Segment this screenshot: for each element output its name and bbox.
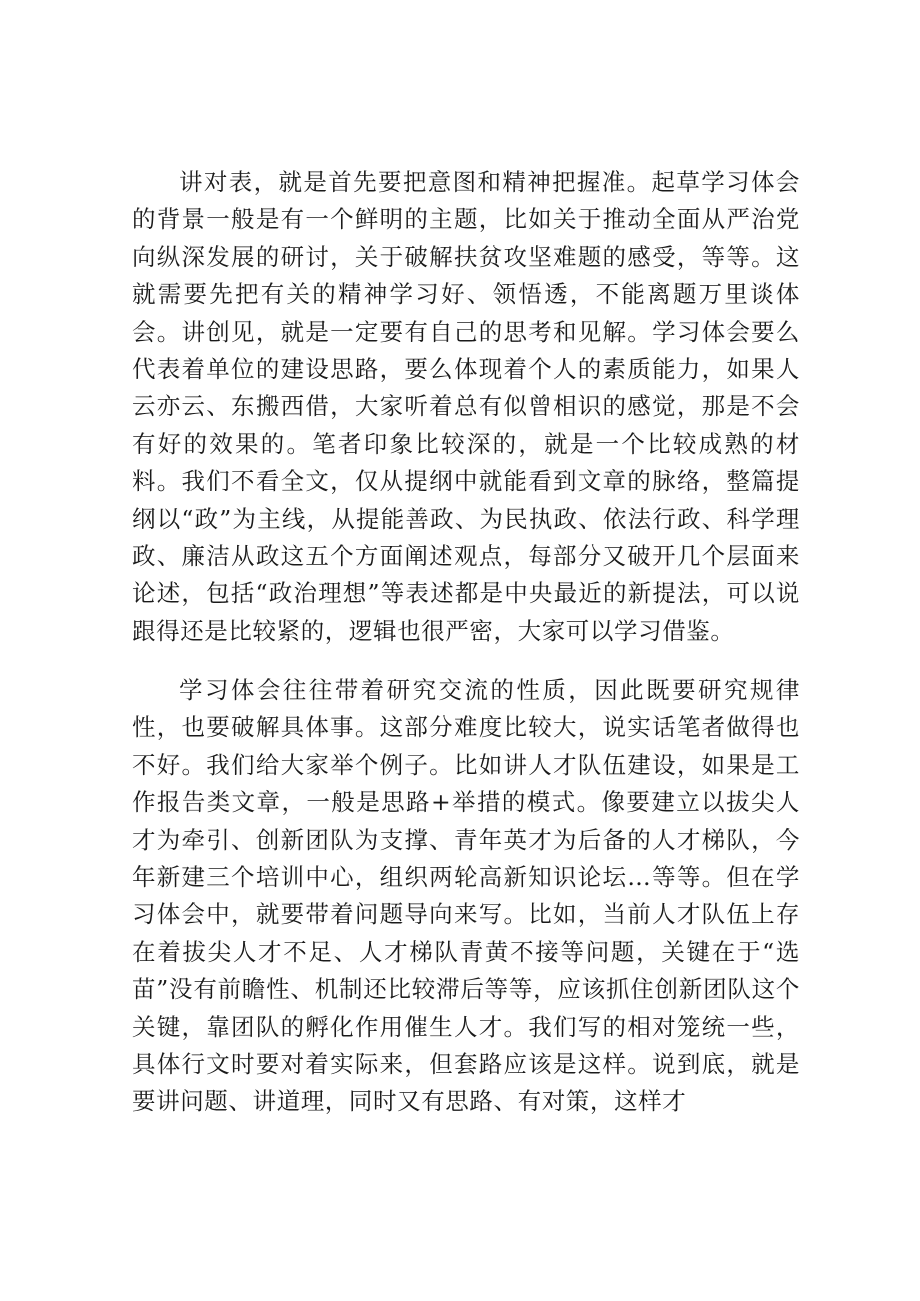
- paragraph-1: 讲对表，就是首先要把意图和精神把握准。起草学习体会的背景一般是有一个鲜明的主题，比如关于推动全面从严治党向纵深发展的研讨，关于破解扶贫攻坚难题的感受，等等。这就需要先把有关的精神学习好、领悟透，不能离题万里谈体会。讲创见，就是一定要有自己的思考和见解。学习体会要么代表着单位的建设思路，要么体现着个人的素质能力，如果人云亦云、东搬西借，大家听着总有似曾相识的感觉，那是不会有好的效果的。笔者印象比较深的，就是一个比较成熟的材料。我们不看全文，仅从提纲中就能看到文章的脉络，整篇提纲以“政”为主线，从提能善政、为民执政、依法行政、科学理政、廉洁从政这五个方面阐述观点，每部分又破开几个层面来论述，包括“政治理想”等表述都是中央最近的新提法，可以说跟得还是比较紧的，逻辑也很严密，大家可以学习借鉴。: [132, 168, 800, 645]
- paragraph-2: 学习体会往往带着研究交流的性质，因此既要研究规律性，也要破解具体事。这部分难度比较大，说实话笔者做得也不好。我们给大家举个例子。比如讲人才队伍建设，如果是工作报告类文章，一般是思路+举措的模式。像要建立以拔尖人才为牵引、创新团队为支撑、青年英才为后备的人才梯队，今年新建三个培训中心，组织两轮高新知识论坛…等等。但在学习体会中，就要带着问题导向来写。比如，当前人才队伍上存在着拔尖人才不足、人才梯队青黄不接等问题，关键在于“选苗”没有前瞻性、机制还比较滞后等等，应该抓住创新团队这个关键，靠团队的孵化作用催生人才。我们写的相对笼统一些，具体行文时要对着实际来，但套路应该是这样。说到底，就是要讲问题、讲道理，同时又有思路、有对策，这样才: [132, 676, 800, 1116]
